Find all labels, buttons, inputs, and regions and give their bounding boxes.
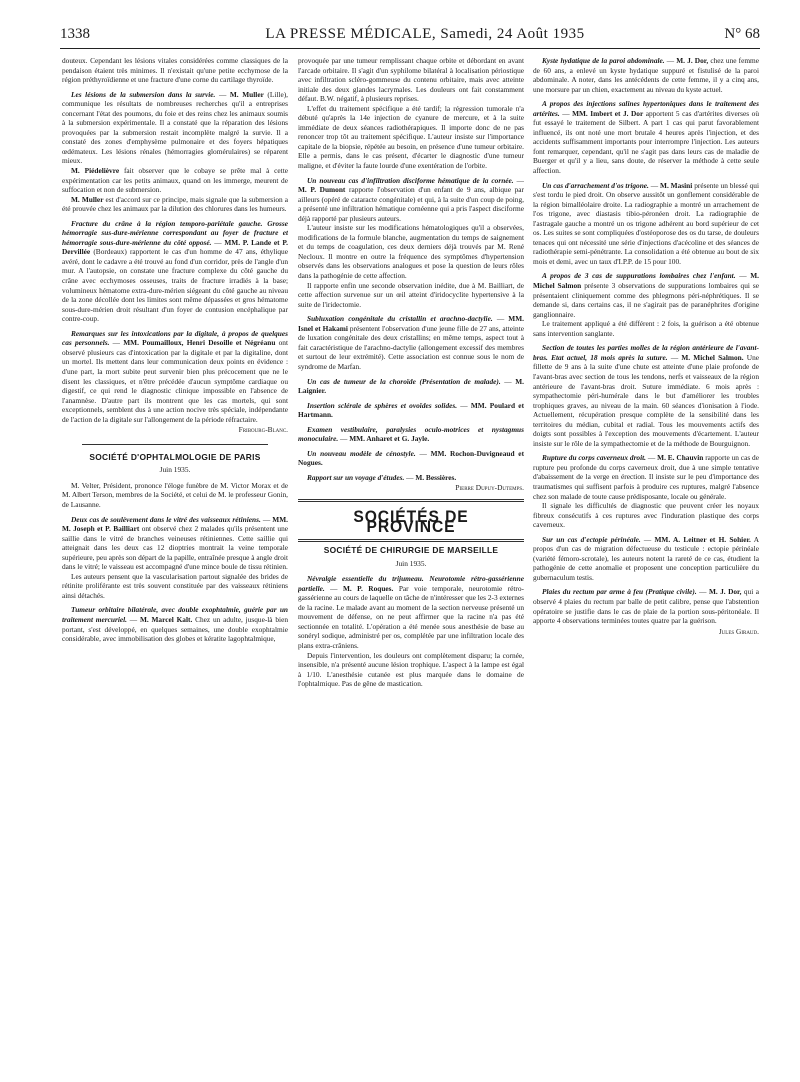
signature: Fribourg-Blanc. <box>238 425 288 435</box>
author: M. Piédelièvre <box>71 166 120 176</box>
article-title: Un cas de tumeur de la choroïde (Présentation de malade). <box>307 376 501 386</box>
article: Section de toutes les parties molles de la région antérieure de l'avant-bras. Etat actuel, 18 mois après la suture. — M. Michel Salmon. Une fillette de 9 ans à la suite d'une chute est atteinte d'une plaie profonde de l'avant-bras avec section de tous les tendons, nerfs et vaisseaux de la région antérieure de l'avant-bras droit. Suture immédiate. 6 mois après : sympathectomie péri-humérale dans le but d'améliorer les troubles trophiques graves, au niveau de la main. 60 séances d'ionisation à l'iode. Actuellement, récupération presque complète de la sensibilité dans les territoires du médian, cubital et radial. Tous les mouvements actifs des doigts sont possibles à l'exception des mouvements d'écartement. L'auteur insiste sur le rôle de la sympathectomie et de la méthode de Bourguignon. <box>533 343 759 448</box>
article-title: Un cas d'arrachement d'os trigone. <box>542 180 649 190</box>
article: Deux cas de soulèvement dans le vitré des vaisseaux rétiniens. — MM. M. Joseph et P. Bailliart ont observé chez 2 malades qu'ils présentent une saillie dans le vitré de branches veineuses rétiniennes. Cette saillie qui atteignait dans les deux cas 12 dioptries montrait la veine temporale supérieure, peu après son départ de la papille, entraînée presque à angle droit dans le vitré; le vaisseau est accompagné d'une mince boule de tissu rétinien. <box>62 514 288 572</box>
author: M. Michel Salmon. <box>681 352 744 362</box>
article-title: Kyste hydatique de la paroi abdominale. <box>542 56 665 65</box>
column-2 <box>298 56 524 1056</box>
signature: Pierre Dupuy-Dutemps. <box>455 483 524 493</box>
article-title: A propos de 3 cas de suppurations lombaires chez l'enfant. <box>542 271 736 281</box>
author: M. Laignier. <box>298 376 524 396</box>
author: M. Muller <box>71 194 104 204</box>
article-title: Sur un cas d'ectopie périnéale. <box>542 534 641 544</box>
session-date: Juin 1935. <box>395 558 427 568</box>
article-title: Examen vestibulaire, paralysies oculo-motrices et nystagmus monoculaire. <box>298 424 524 444</box>
author: MM. M. Joseph et P. Bailliart <box>62 514 288 534</box>
article-title: A propos des injections salines hypertoniques dans le traitement des artérites. <box>533 99 759 118</box>
divider <box>298 499 524 502</box>
author: MM. Rochon-Duvigneaud et Nogues. <box>298 448 524 468</box>
issue-number: N° 68 <box>724 26 760 42</box>
article: A propos des injections salines hypertoniques dans le traitement des artérites. — MM. Imbert et J. Dor apportent 5 cas d'artérites diverses où fut essayé le traitement de Silbert. A part 1 cas qui parut favorablement influencé, ils ont noté une mort brutale 4 heures après l'injection, et des accidents suffisamment importants pour interrompre l'injection. Les auteurs font remarquer, cependant, qu'il ne s'agit pas dans leurs cas de maladie de Buerger et qu'il y a lieu, sans doute, de réserver la méthode à cette seule affection. <box>533 99 759 176</box>
article-title: Un nouveau cas d'infiltration disciforme hématique de la cornée. <box>307 175 514 185</box>
article: Subluxation congénitale du cristallin et arachno-dactylie. — MM. Isnel et Hakami présentent l'observation d'une jeune fille de 27 ans, atteinte de luxation congénitale des deux cristallins; en même temps, aspect tout à fait caractéristique de l'arachno-dactylie (allongement excessif des membres et surtout de leur extrémité). Cette association est connue sous le nom de syndrome de Marfan. <box>298 314 524 371</box>
paragraph: Les auteurs pensent que la vascularisation partout signalée des brides de rétinite proliférante est très souvent constituée par des vaisseaux rétiniens ainsi détachés. <box>62 571 288 600</box>
author: MM. Imbert et J. Dor <box>572 108 644 118</box>
article: Un cas d'arrachement d'os trigone. — M. Masini présente un blessé qui s'est tordu le pied droit. On observe aussitôt un gonflement considérable de la région bimalléolaire droite. La radiographie a montré un arrachement de l'os trigone, avec diastasis tibio-péronéen droit. La radiographie de l'astragale gauche a montré un os trigone adhérent au bord supérieur de cet os. Les suites se sont compliquées d'ostéoporose des os du tarse, de douleurs tenaces qui ont nécessité une série d'injections d'acécoline et des séances de radiothérapie semi-pénétrante. La consolidation a été obtenue au bout de six mois et demi, avec un taux d'I.P.P. de 15 pour 100. <box>533 180 759 266</box>
author: M. Bessières. <box>415 472 457 482</box>
paragraph: douteux. Cependant les lésions vitales considérées comme classiques de la pendaison étaient très minimes. Il n'existait qu'une petite ecchymose de la région préthyroïdienne et une fracture d'une corne du cartilage thyroïde. <box>62 56 288 85</box>
author: MM. Isnel et Hakami <box>298 314 524 333</box>
article: Rupture du corps caverneux droit. — M. E. Chauvin rapporte un cas de rupture peu profonde du corps caverneux droit, due à une simple tentative d'abaissement de la verge en érection. Il insiste sur le peu d'importance des traumatismes qui suffisent parfois à produire ces ruptures, malgré l'absence chez son malade de toute cause prédisposante, locale ou générale. <box>533 453 759 501</box>
column-3 <box>533 56 759 1056</box>
article: Les lésions de la submersion dans la survie. — M. Muller (Lille), communique les résultats de nombreuses recherches qu'il a entreprises concernant l'état des poumons, du foie et des reins chez les animaux soumis à la submersion expérimentale. Il a constaté que la réparation des lésions provoquées par la submersion restait incomplète malgré la survie. Il a constaté des zones d'emphysème pulmonaire et des foyers hépatiques œdémateux. Les lésions rénales (hémorragies glomérulaires) se réparent mieux. <box>62 89 288 166</box>
article: Un cas de tumeur de la choroïde (Présentation de malade). — M. Laignier. <box>298 376 524 396</box>
author: MM. P. Lande et P. Dervillée <box>62 237 288 257</box>
article-title: Subluxation congénitale du cristallin et arachno-dactylie. <box>307 314 493 324</box>
article: Fracture du crâne à la région temporo-pariétale gauche. Grosse hémorragie sus-dure-mérienne correspondant au foyer de fracture et hémorragie sous-dure-mérienne du côté opposé. — MM. P. Lande et P. Dervillée (Bordeaux) rapportent le cas d'un homme de 47 ans, éthylique avéré, dont le cadavre a été trouvé au fond d'un corridor, près de l'angle d'un mur. A l'autopsie, on constate une fracture complexe du côté gauche du crâne avec ecchymoses osseuses, traits de fracture irradiés à la base; volumineux hématome extra-dure-mérien siégeant du côté gauche au niveau de la zone décollée dont les limites sont même dépassées et gros hématome sous-dure-mérien droit résultant d'un foyer de contusion encéphalique par contre-coup. <box>62 218 288 324</box>
society-title: SOCIÉTÉ DE CHIRURGIE DE MARSEILLE <box>323 545 499 556</box>
article: Sur un cas d'ectopie périnéale. — MM. A. Leitner et H. Sohier. A propos d'un cas de migration défectueuse du testicule : ectopie périnéale (variété fémoro-scrotale), les auteurs notent la rareté de ce cas, étudient la pathogénie de cette anomalie et proposent une conception particulière du gubernaculum testis. <box>533 534 759 582</box>
signature: Jules Giraud. <box>718 626 759 636</box>
article-title: Section de toutes les parties molles de la région antérieure de l'avant-bras. Etat actuel, 18 mois après la suture. <box>533 343 759 362</box>
author: M. P. Dumont <box>298 185 346 195</box>
article: Kyste hydatique de la paroi abdominale. — M. J. Dor, chez une femme de 60 ans, a enlevé un kyste hydatique suppuré et fistulisé de la paroi abdominale. A noter, dans les antécédents de cette femme, il y a cinq ans, une morsure par un chien, exactement au niveau du kyste actuel. <box>533 56 759 94</box>
article-title: Tumeur orbitaire bilatérale, avec double exophtalmie, guérie par un traitement mercuriel. <box>62 605 288 624</box>
article-title: Névralgie essentielle du trijumeau. Neurotomie rétro-gassérienne partielle. <box>298 574 524 593</box>
article-text: (Lille), communique les résultats de nombreuses recherches qu'il a entreprises concernant l'état des poumons, du foie et des reins chez les animaux soumis à la submersion expérimentale. Il a constaté que la réparation des lésions provoquées par la submersion restait incomplète malgré la survie. Il a constaté des zones d'emphysème pulmonaire et des foyers hépatiques œdémateux. Les lésions rénales (hémorragies glomérulaires) se réparent mieux. <box>62 89 288 166</box>
article-title: Rupture du corps caverneux droit. <box>542 453 647 463</box>
article: Remarques sur les intoxications par la digitale, à propos de quelques cas personnels. — MM. Poumailloux, Henri Desoille et Négréanu ont observé plusieurs cas d'intoxication par la digitale et par la digitaline, dont un mortel. Ils mettent dans leur communication deux points en évidence : d'une part, la mort subite peut survenir bien plus précocement que ne le disent les classiques, et n'être précédée d'aucun symptôme cardiaque ou digestif, ce qui rend le diagnostic clinique impossible en l'absence de l'anamnèse. D'autre part ils montrent que les cas mortels, qui sont exceptionnels, semblent dus à une action nocive très spéciale, indépendante de l'action de la digitale sur l'allongement de la période réfractaire. <box>62 328 288 424</box>
session-date: Juin 1935. <box>159 465 191 475</box>
paragraph: Le traitement appliqué a été différent : 2 fois, la guérison a été obtenue sans intervention sanglante. <box>533 319 759 338</box>
paragraph: L'auteur insiste sur les modifications hématologiques qu'il a observées, modifications de la formule blanche, augmentation du temps de saignement et du temps de coagulation, ces deux derniers déjà trouvés par M. René Necloux. Il montre en outre la fréquence des symptômes d'hypertension observés dans les observations analogues et pose la question de leurs rôles dans la pathogénie de cette affection. <box>298 223 524 281</box>
author: M. J. Dor, <box>676 56 709 65</box>
page-number: 1338 <box>60 26 90 42</box>
article: Un nouveau cas d'infiltration disciforme hématique de la cornée. — M. P. Dumont rapporte l'observation d'un enfant de 9 ans, albique par ailleurs (opéré de cataracte congénitale) et qui, à la suite d'un coup de poing, a présenté une infiltration hématique cornéenne qui a pris l'aspect disciforme déjà rapporté par plusieurs auteurs. <box>298 175 524 223</box>
paragraph: Il signale les difficultés de diagnostic que peuvent créer les noyaux fibreux consécutifs à ces ruptures avec l'induration plastique des corps caverneux. <box>533 501 759 530</box>
author: M. Marcel Kalt. <box>139 614 193 624</box>
society-title: SOCIÉTÉ D'OPHTALMOLOGIE DE PARIS <box>89 451 261 462</box>
paragraph: Depuis l'intervention, les douleurs ont complètement disparu; la cornée, insensible, n'a présenté aucune lésion trophique. L'aspect à la lampe est égal à 1/10. L'anesthésie cutanée est plus marquée dans le domaine de l'ophtalmique. Pas de gêne de mastication. <box>298 650 524 689</box>
article: Tumeur orbitaire bilatérale, avec double exophtalmie, guérie par un traitement mercuriel. — M. Marcel Kalt. Chez un adulte, jusque-là bien portant, s'est développé, en quelques semaines, une double exophtalmie considérable, avec immobilisation des globes et kératite lagophtalmique, <box>62 605 288 644</box>
article: Examen vestibulaire, paralysies oculo-motrices et nystagmus monoculaire. — MM. Anharet et G. Jayle. <box>298 424 524 444</box>
author: M. J. Dor, <box>708 587 742 597</box>
article-title: Un nouveau modèle de cénostyle. <box>307 448 416 458</box>
paragraph: L'effet du traitement spécifique a été tardif; la régression tumorale n'a débuté qu'après la 14e injection de cyanure de mercure, et à la suite immédiate de deux séances radiothérapiques. Il importe donc de ne pas renoncer trop tôt au traitement spécifique. L'auteur insiste sur l'importance capitale de la biopsie, répétée au besoin, en présence d'une tumeur orbitaire. Elle a permis, dans le cas présent, d'écarter le diagnostic d'une tumeur maligne, et d'éviter la faute lourde d'une exentération de l'orbite. <box>298 103 524 171</box>
author: MM. Poumailloux, Henri Desoille et Négréanu <box>123 338 276 348</box>
journal-title: LA PRESSE MÉDICALE, Samedi, 24 Août 1935 <box>265 26 585 42</box>
article-title: Fracture du crâne à la région temporo-pariétale gauche. Grosse hémorragie sus-dure-mérienne correspondant au foyer de fracture et hémorragie sous-dure-mérienne du côté opposé. <box>62 218 288 247</box>
article: Un nouveau modèle de cénostyle. — MM. Rochon-Duvigneaud et Nogues. <box>298 448 524 468</box>
paragraph: M. Muller est d'accord sur ce principe, mais signale que la submersion a été prouvée chez les animaux par la dilution des chlorures dans les humeurs. <box>62 194 288 214</box>
article: A propos de 3 cas de suppurations lombaires chez l'enfant. — M. Michel Salmon présente 3 observations de suppurations lombaires qui se présentaient cliniquement comme des phlegmons péri-néphrétiques. Il se demande si, dans certains cas, il ne s'agirait pas de paranéphrites d'origine ganglionnaire. <box>533 271 759 319</box>
article: Insertion sclérale de sphères et ovoïdes solides. — MM. Poulard et Hartmann. <box>298 400 524 420</box>
article-title: Deux cas de soulèvement dans le vitré des vaisseaux rétiniens. <box>71 514 261 524</box>
author: M. Michel Salmon <box>533 271 759 291</box>
article-title: Insertion sclérale de sphères et ovoïdes solides. <box>307 400 458 410</box>
paragraph: M. Piédelièvre fait observer que le cobaye se prête mal à cette expérimentation car les petits animaux, quand on les immerge, meurent de suffocation et non de submersion. <box>62 166 288 195</box>
column-1 <box>62 56 288 1056</box>
article-title: Les lésions de la submersion dans la survie. <box>71 89 216 99</box>
author: M. P. Roques. <box>342 583 394 593</box>
paragraph: provoquée par une tumeur remplissant chaque orbite et débordant en avant l'arcade orbitaire. Il s'agit d'un syphilome bilatéral à localisation périostique avec infiltration scléro-gommeuse du contenu orbitaire, mais avec atteinte initiale des deux glandes lacrymales. Les douleurs ont fait constamment défaut. B.W. négatif, à plusieurs reprises. <box>298 56 524 104</box>
author: MM. Anharet et G. Jayle. <box>349 434 430 444</box>
article-title: Rapport sur un voyage d'études. <box>307 472 405 482</box>
paragraph: Il rapporte enfin une seconde observation inédite, due à M. Bailliart, de cette affection survenue sur un œil atteint d'iridocyclite hypertensive à la suite de l'iridectomie. <box>298 280 524 309</box>
page-header <box>60 26 760 49</box>
article-title: Plaies du rectum par arme à feu (Pratique civile). <box>542 587 697 597</box>
author: M. Masini <box>660 180 693 190</box>
author: MM. A. Leitner et H. Sohier. <box>654 534 751 544</box>
author: MM. Poulard et Hartmann. <box>298 400 524 420</box>
divider <box>82 444 268 445</box>
section-heading: SOCIÉTÉS DE PROVINCE <box>353 506 469 536</box>
author: M. Muller <box>229 89 264 99</box>
article: Rapport sur un voyage d'études. — M. Bessières. <box>307 472 457 482</box>
article: Plaies du rectum par arme à feu (Pratique civile). — M. J. Dor, qui a observé 4 plaies du rectum par balle de petit calibre, pense que l'abstention opératoire se justifie dans le cas de plaie de la portion sous-péritonéale. Il apporte 4 observations terminées toutes quatre par la guérison. <box>533 587 759 626</box>
paragraph: M. Velter, Président, prononce l'éloge funèbre de M. Victor Morax et de M. Albert Terson, membres de la Société, et celui de M. le professeur Gonin, de Lausanne. <box>62 480 288 509</box>
divider <box>298 539 524 542</box>
article-title: Remarques sur les intoxications par la digitale, à propos de quelques cas personnels. <box>62 328 288 348</box>
author: M. E. Chauvin <box>657 453 704 463</box>
article: Névralgie essentielle du trijumeau. Neurotomie rétro-gassérienne partielle. — M. P. Roques. Par voie temporale, neurotomie rétro-gassérienne au cours de laquelle on tâche de n'intéresser que les 2-3 externes de la racine. Le malade avant au moment de la section nerveuse présenté un mouvement de défense, on ne peut affirmer que la racine n'a pas été sectionnée en totalité. L'opération a été menée sous anesthésie de base au sonéryl sodique, administré per os, complétée par une infiltration locale des plans extra-crâniens. <box>298 574 524 650</box>
